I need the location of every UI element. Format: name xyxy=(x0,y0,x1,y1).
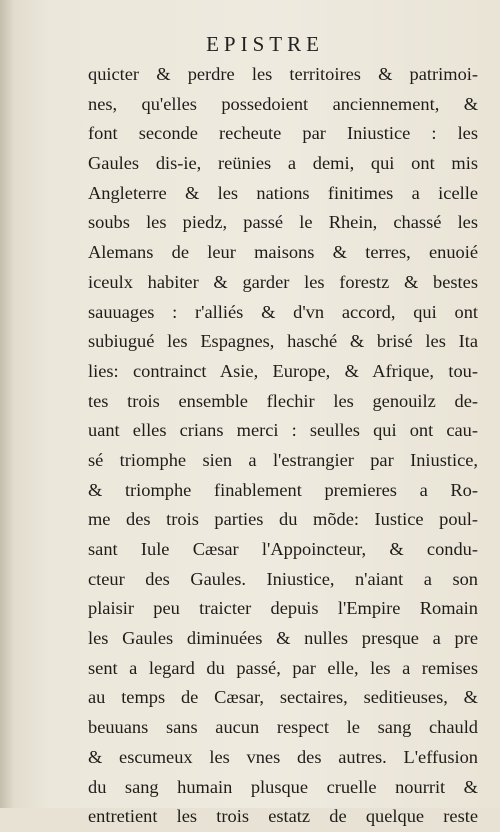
text-line: plaisir peu traicter depuis l'Empire Romain xyxy=(88,598,478,619)
text-line: me des trois parties du mõde: Iustice poul- xyxy=(88,509,478,530)
text-line: beuuans sans aucun respect le sang chauld xyxy=(88,717,478,738)
text-line: les Gaules diminuées & nulles presque a pre xyxy=(88,628,478,649)
body-text xyxy=(88,60,478,832)
text-line: au temps de Cæsar, sectaires, seditieuses, & xyxy=(88,687,478,708)
text-line: entretient les trois estatz de quelque reste xyxy=(88,806,478,827)
text-line: soubs les piedz, passé le Rhein, chassé les xyxy=(88,212,478,233)
text-line: iceulx habiter & garder les forestz & bestes xyxy=(88,271,478,292)
running-head: EPISTRE xyxy=(206,32,324,56)
text-line: uant elles crians merci : seulles qui ont cau- xyxy=(88,420,478,441)
page-gutter-shadow xyxy=(0,0,14,808)
text-line: sauuages : r'alliés & d'vn accord, qui ont xyxy=(88,301,478,322)
text-line: cteur des Gaules. Iniustice, n'aiant a son xyxy=(88,568,478,589)
text-line: Angleterre & les nations finitimes a icelle xyxy=(88,182,478,203)
text-line: sent a legard du passé, par elle, les a remises xyxy=(88,657,478,678)
text-line: subiugué les Espagnes, hasché & brisé les Ita xyxy=(88,331,478,352)
text-line: quicter & perdre les territoires & patrimoi- xyxy=(88,64,478,84)
text-line: sant Iule Cæsar l'Appoincteur, & condu- xyxy=(88,539,478,559)
text-line: lies: contrainct Asie, Europe, & Afrique, tou- xyxy=(88,360,478,381)
text-line: Alemans de leur maisons & terres, enuoié xyxy=(88,242,478,263)
text-line: & escumeux les vnes des autres. L'effusion xyxy=(88,746,478,767)
text-line: Gaules dis-ie, reünies a demi, qui ont mis xyxy=(88,153,478,174)
text-line: & triomphe finablement premieres a Ro- xyxy=(88,479,478,500)
text-line: du sang humain plusque cruelle nourrit & xyxy=(88,776,478,797)
text-line: nes, qu'elles possedoient anciennement, & xyxy=(88,93,478,114)
text-line: font seconde recheute par Iniustice : les xyxy=(88,123,478,144)
text-line: sé triomphe sien a l'estrangier par Iniustice, xyxy=(88,449,478,470)
text-line: tes trois ensemble flechir les genouilz de- xyxy=(88,390,478,411)
